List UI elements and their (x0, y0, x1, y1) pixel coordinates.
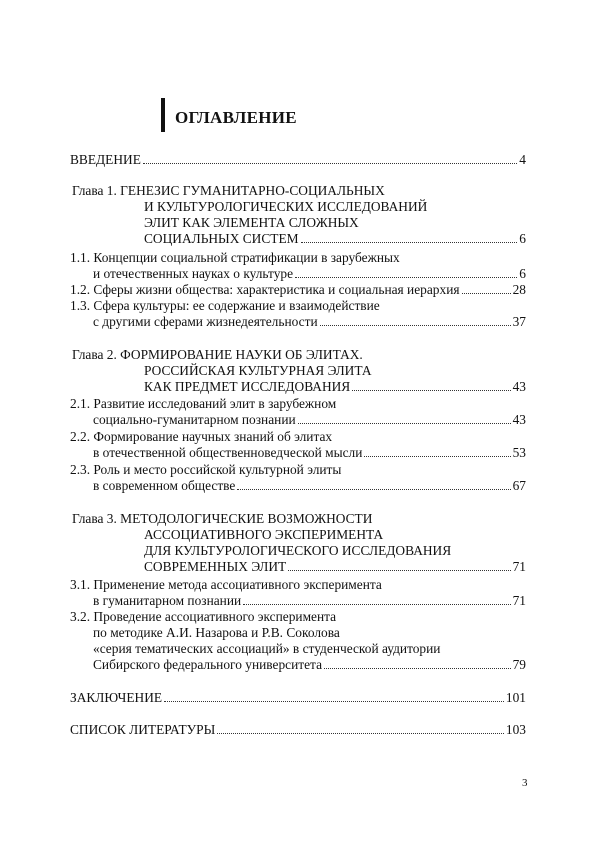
toc-references-entry (70, 722, 526, 738)
toc-page-number: 67 (512, 478, 526, 493)
toc-entry-text: в современном обществе (93, 478, 236, 493)
toc-chapter-1-line-2 (144, 199, 427, 215)
dot-leader (298, 423, 511, 424)
page-title: ОГЛАВЛЕНИЕ (175, 108, 297, 127)
toc-section-3-2-line-3 (93, 641, 440, 657)
toc-page-number: 6 (519, 266, 526, 281)
toc-page-number: 4 (519, 152, 526, 167)
toc-section-1-2-entry (70, 282, 526, 298)
toc-entry-text: 2.3. Роль и место российской культурной элиты (70, 462, 342, 477)
toc-section-2-2-entry (93, 445, 526, 461)
toc-intro-entry (70, 152, 526, 168)
page-number: 3 (522, 777, 528, 789)
dot-leader (164, 701, 504, 702)
toc-entry-text: 3.2. Проведение ассоциативного эксперимента (70, 609, 337, 624)
toc-entry-text: 1.2. Сферы жизни общества: характеристика и социальная иерархия (70, 282, 460, 297)
dot-leader (462, 293, 511, 294)
dot-leader (352, 390, 510, 391)
toc-chapter-1-line-1 (72, 183, 385, 199)
toc-entry-text: СОВРЕМЕННЫХ ЭЛИТ (144, 559, 287, 574)
toc-entry-text: 1.3. Сфера культуры: ее содержание и взаимодействие (70, 298, 380, 313)
toc-section-3-2-entry (93, 657, 526, 673)
toc-page-number: 43 (512, 412, 526, 427)
toc-entry-text: социально-гуманитарном познании (93, 412, 296, 427)
toc-conclusion-entry (70, 690, 526, 706)
toc-entry-text: 1.1. Концепции социальной стратификации в зарубежных (70, 250, 400, 265)
title-bar-mark (161, 98, 165, 132)
toc-section-2-2-line-1 (70, 429, 332, 445)
toc-entry-text: по методике А.И. Назарова и Р.В. Соколова (93, 625, 340, 640)
toc-page-number: 37 (512, 314, 526, 329)
toc-entry-text: 2.2. Формирование научных знаний об элитах (70, 429, 333, 444)
dot-leader (301, 242, 518, 243)
toc-page-number: 53 (512, 445, 526, 460)
toc-chapter-2-line-1 (72, 347, 363, 363)
toc-chapter-2-entry (144, 379, 526, 395)
dot-leader (243, 604, 510, 605)
toc-section-2-1-entry (93, 412, 526, 428)
toc-section-2-1-line-1 (70, 396, 336, 412)
toc-section-1-3-line-1 (70, 298, 380, 314)
toc-entry-text: ДЛЯ КУЛЬТУРОЛОГИЧЕСКОГО ИССЛЕДОВАНИЯ (144, 543, 452, 558)
toc-page-number: 6 (519, 231, 526, 246)
toc-entry-text: И КУЛЬТУРОЛОГИЧЕСКИХ ИССЛЕДОВАНИЙ (144, 199, 428, 214)
toc-entry-text: РОССИЙСКАЯ КУЛЬТУРНАЯ ЭЛИТА (144, 363, 372, 378)
toc-page-number: 71 (512, 593, 526, 608)
toc-entry-text: и отечественных науках о культуре (93, 266, 294, 281)
toc-page-number: 103 (505, 722, 526, 737)
toc-page-number: 71 (512, 559, 526, 574)
toc-entry-text: с другими сферами жизнедеятельности (93, 314, 318, 329)
toc-page-number: 79 (512, 657, 526, 672)
toc-chapter-3-line-3 (144, 543, 451, 559)
toc-section-1-1-entry (93, 266, 526, 282)
toc-section-1-1-line-1 (70, 250, 400, 266)
toc-entry-text: ВВЕДЕНИЕ (70, 152, 141, 167)
toc-entry-text: 2.1. Развитие исследований элит в зарубежном (70, 396, 337, 411)
dot-leader (143, 163, 517, 164)
toc-chapter-3-entry (144, 559, 526, 575)
toc-page-number: 28 (512, 282, 526, 297)
dot-leader (237, 489, 510, 490)
toc-page-number: 101 (505, 690, 526, 705)
toc-entry-text: СОЦИАЛЬНЫХ СИСТЕМ (144, 231, 299, 246)
toc-entry-text: в гуманитарном познании (93, 593, 242, 608)
toc-entry-text: ЗАКЛЮЧЕНИЕ (70, 690, 163, 705)
toc-section-1-3-entry (93, 314, 526, 330)
toc-section-3-2-line-2 (93, 625, 340, 641)
toc-entry-text: СПИСОК ЛИТЕРАТУРЫ (70, 722, 216, 737)
toc-section-3-2-line-1 (70, 609, 336, 625)
toc-entry-text: «серия тематических ассоциаций» в студенческой аудитории (93, 641, 441, 656)
toc-page-number: 43 (512, 379, 526, 394)
toc-entry-text: Глава 2. ФОРМИРОВАНИЕ НАУКИ ОБ ЭЛИТАХ. (72, 347, 363, 362)
toc-chapter-2-line-2 (144, 363, 372, 379)
dot-leader (295, 277, 517, 278)
toc-entry-text: ЭЛИТ КАК ЭЛЕМЕНТА СЛОЖНЫХ (144, 215, 359, 230)
dot-leader (324, 668, 511, 669)
toc-entry-text: в отечественной общественноведческой мысли (93, 445, 363, 460)
toc-entry-text: Сибирского федерального университета (93, 657, 323, 672)
toc-chapter-1-line-3 (144, 215, 359, 231)
toc-section-2-3-entry (93, 478, 526, 494)
toc-entry-text: Глава 1. ГЕНЕЗИС ГУМАНИТАРНО-СОЦИАЛЬНЫХ (72, 183, 385, 198)
toc-section-2-3-line-1 (70, 462, 341, 478)
dot-leader (288, 570, 510, 571)
dot-leader (320, 325, 511, 326)
toc-section-3-1-line-1 (70, 577, 382, 593)
toc-chapter-3-line-2 (144, 527, 383, 543)
toc-entry-text: 3.1. Применение метода ассоциативного эксперимента (70, 577, 382, 592)
toc-chapter-1-entry (144, 231, 526, 247)
toc-entry-text: КАК ПРЕДМЕТ ИССЛЕДОВАНИЯ (144, 379, 351, 394)
toc-entry-text: АССОЦИАТИВНОГО ЭКСПЕРИМЕНТА (144, 527, 384, 542)
dot-leader (364, 456, 510, 457)
dot-leader (217, 733, 504, 734)
toc-section-3-1-entry (93, 593, 526, 609)
toc-entry-text: Глава 3. МЕТОДОЛОГИЧЕСКИЕ ВОЗМОЖНОСТИ (72, 511, 373, 526)
toc-chapter-3-line-1 (72, 511, 372, 527)
